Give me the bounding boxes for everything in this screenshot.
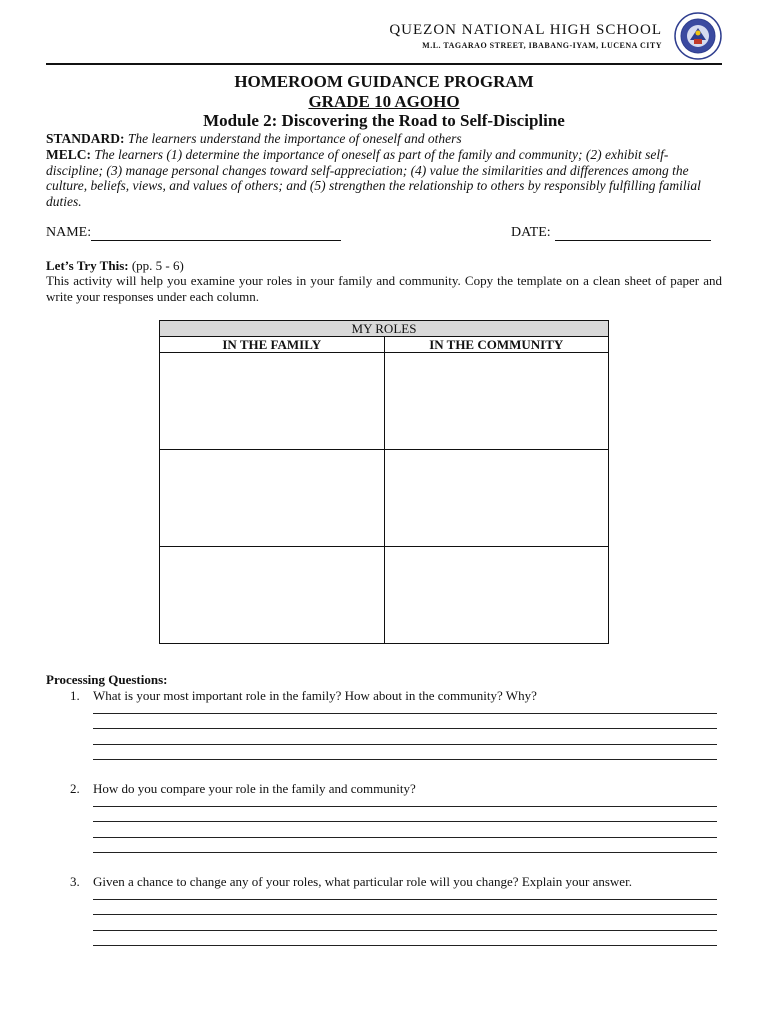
question-text: Given a chance to change any of your roles, what particular role will you change? Explain your answer. bbox=[93, 874, 632, 889]
answer-lines[interactable] bbox=[93, 884, 717, 946]
community-cell[interactable] bbox=[384, 353, 609, 450]
column-header-community: IN THE COMMUNITY bbox=[384, 337, 609, 353]
question-number: 3. bbox=[70, 874, 80, 889]
title-block bbox=[46, 72, 722, 131]
activity-instructions: This activity will help you examine your roles in your family and community. Copy the template on a clean sheet of paper and write your responses under each column. bbox=[46, 273, 722, 304]
date-field bbox=[511, 225, 711, 241]
column-header-family: IN THE FAMILY bbox=[160, 337, 385, 353]
grade-title: GRADE 10 AGOHO bbox=[308, 92, 460, 111]
community-cell[interactable] bbox=[384, 547, 609, 644]
table-row bbox=[160, 547, 609, 644]
question-number: 2. bbox=[70, 781, 80, 796]
program-title: HOMEROOM GUIDANCE PROGRAM bbox=[234, 72, 534, 91]
melc-text: The learners (1) determine the importance of oneself as part of the family and community; (2) exhibit self-discipline; (3) manage personal changes toward self-appreciation; (4) value the similarities and differences among the culture, beliefs, views, and values of others; and (5) strengthen the relationship to others by responsibly fulfilling familial duties. bbox=[46, 147, 701, 209]
answer-lines[interactable] bbox=[93, 698, 717, 760]
activity-pages: (pp. 5 - 6) bbox=[131, 258, 184, 273]
community-cell[interactable] bbox=[384, 450, 609, 547]
date-label: DATE: bbox=[511, 225, 551, 240]
roles-table bbox=[159, 320, 609, 644]
processing-questions-title: Processing Questions: bbox=[46, 672, 168, 687]
roles-table-title: MY ROLES bbox=[160, 321, 609, 337]
activity-title: Let’s Try This: bbox=[46, 258, 129, 273]
name-blank[interactable] bbox=[91, 226, 341, 241]
family-cell[interactable] bbox=[160, 353, 385, 450]
deped-seal-icon bbox=[674, 12, 722, 60]
answer-lines[interactable] bbox=[93, 791, 717, 853]
table-row bbox=[160, 450, 609, 547]
question-text: How do you compare your role in the family and community? bbox=[93, 781, 416, 796]
standard-text: The learners understand the importance of oneself and others bbox=[127, 131, 462, 146]
school-name: QUEZON NATIONAL HIGH SCHOOL bbox=[389, 22, 662, 38]
question-number: 1. bbox=[70, 688, 80, 703]
activity-heading bbox=[46, 258, 184, 274]
question-text: What is your most important role in the family? How about in the community? Why? bbox=[93, 688, 537, 703]
family-cell[interactable] bbox=[160, 450, 385, 547]
melc-statement bbox=[46, 147, 722, 209]
name-label: NAME: bbox=[46, 225, 92, 240]
family-cell[interactable] bbox=[160, 547, 385, 644]
name-field bbox=[46, 225, 341, 241]
module-title: Module 2: Discovering the Road to Self-Discipline bbox=[203, 111, 565, 130]
school-address: M.L. TAGARAO STREET, IBABANG-IYAM, LUCENA CITY bbox=[422, 41, 662, 50]
table-row bbox=[160, 353, 609, 450]
date-blank[interactable] bbox=[555, 226, 711, 241]
melc-label: MELC: bbox=[46, 147, 91, 162]
standard-label: STANDARD: bbox=[46, 131, 125, 146]
standard-statement bbox=[46, 130, 722, 147]
document-header bbox=[46, 10, 722, 66]
header-divider bbox=[46, 63, 722, 65]
